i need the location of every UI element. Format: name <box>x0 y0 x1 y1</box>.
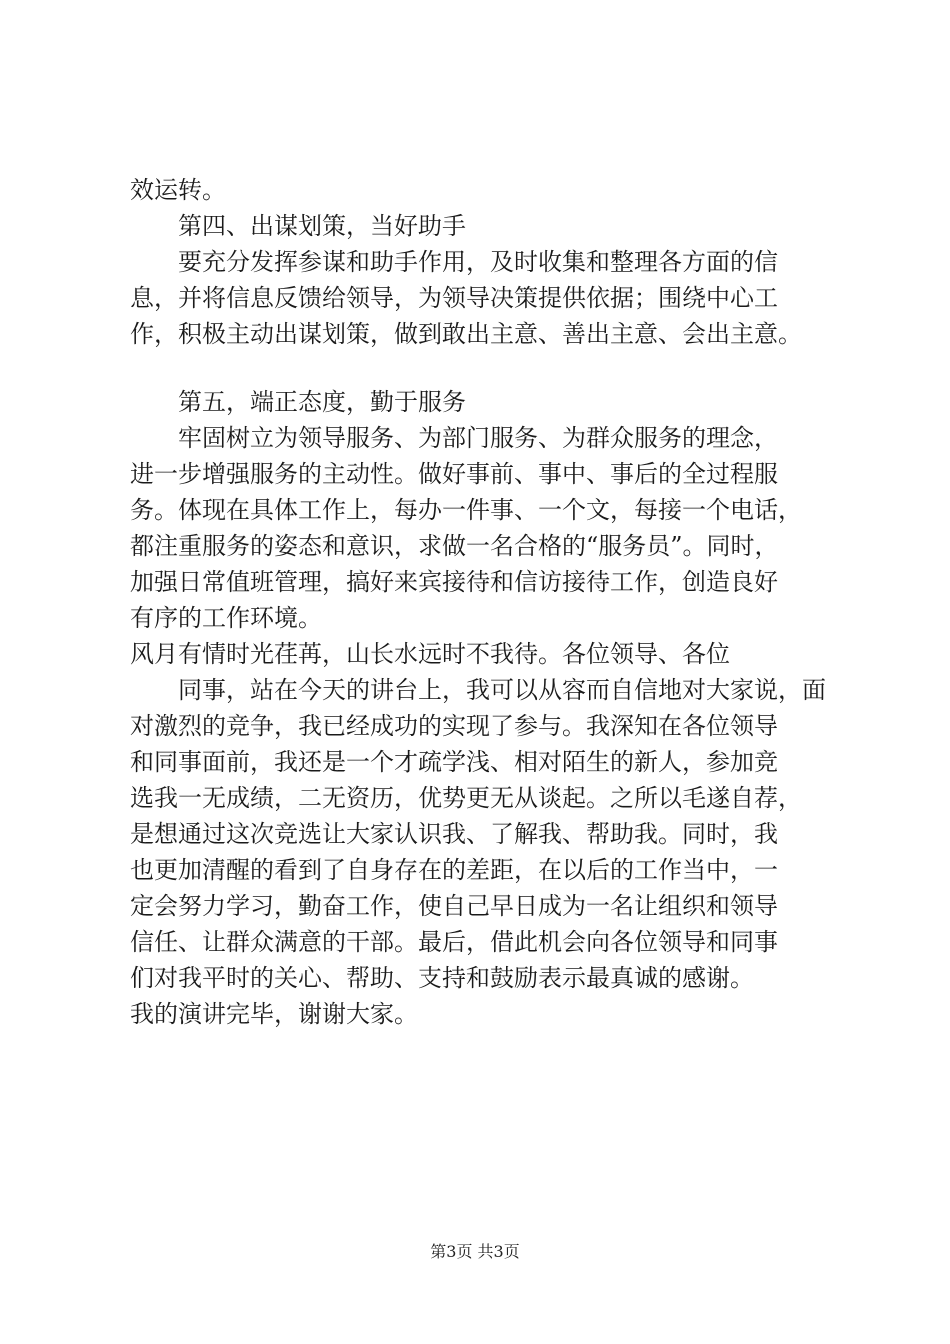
text-line: 有序的工作环境。 <box>130 604 322 632</box>
text-line: 对激烈的竞争，我已经成功的实现了参与。我深知在各位领导 <box>130 712 778 740</box>
text-line: 要充分发挥参谋和助手作用，及时收集和整理各方面的信 <box>178 248 778 276</box>
page-footer: 第3页 共3页 <box>430 1242 520 1261</box>
text-line: 们对我平时的关心、帮助、支持和鼓励表示最真诚的感谢。 <box>130 964 754 992</box>
text-line: 我的演讲完毕，谢谢大家。 <box>130 1000 418 1028</box>
text-line: 牢固树立为领导服务、为部门服务、为群众服务的理念， <box>178 424 778 452</box>
document-body <box>130 172 840 1032</box>
text-line: 风月有情时光荏苒，山长水远时不我待。各位领导、各位 <box>130 640 730 668</box>
text-line: 都注重服务的姿态和意识，求做一名合格的“服务员”。同时， <box>130 532 779 560</box>
text-line: 信任、让群众满意的干部。最后，借此机会向各位领导和同事 <box>130 928 778 956</box>
text-line: 也更加清醒的看到了自身存在的差距，在以后的工作当中，一 <box>130 856 778 884</box>
section-heading: 第四、出谋划策，当好助手 <box>178 212 466 240</box>
text-line: 进一步增强服务的主动性。做好事前、事中、事后的全过程服 <box>130 460 778 488</box>
text-line: 加强日常值班管理，搞好来宾接待和信访接待工作，创造良好 <box>130 568 778 596</box>
text-line: 效运转。 <box>130 176 226 204</box>
text-line: 息，并将信息反馈给领导，为领导决策提供依据；围绕中心工 <box>130 284 778 312</box>
text-line: 和同事面前，我还是一个才疏学浅、相对陌生的新人，参加竞 <box>130 748 778 776</box>
section-heading: 第五，端正态度，勤于服务 <box>178 388 466 416</box>
text-line: 务。体现在具体工作上，每办一件事、一个文，每接一个电话， <box>130 496 802 524</box>
text-line: 同事，站在今天的讲台上，我可以从容而自信地对大家说，面 <box>178 676 826 704</box>
paragraph-gap <box>130 352 840 384</box>
text-line: 是想通过这次竞选让大家认识我、了解我、帮助我。同时，我 <box>130 820 778 848</box>
text-line: 作，积极主动出谋划策，做到敢出主意、善出主意、会出主意。 <box>130 320 802 348</box>
text-line: 选我一无成绩，二无资历，优势更无从谈起。之所以毛遂自荐， <box>130 784 802 812</box>
text-line: 定会努力学习，勤奋工作，使自己早日成为一名让组织和领导 <box>130 892 778 920</box>
